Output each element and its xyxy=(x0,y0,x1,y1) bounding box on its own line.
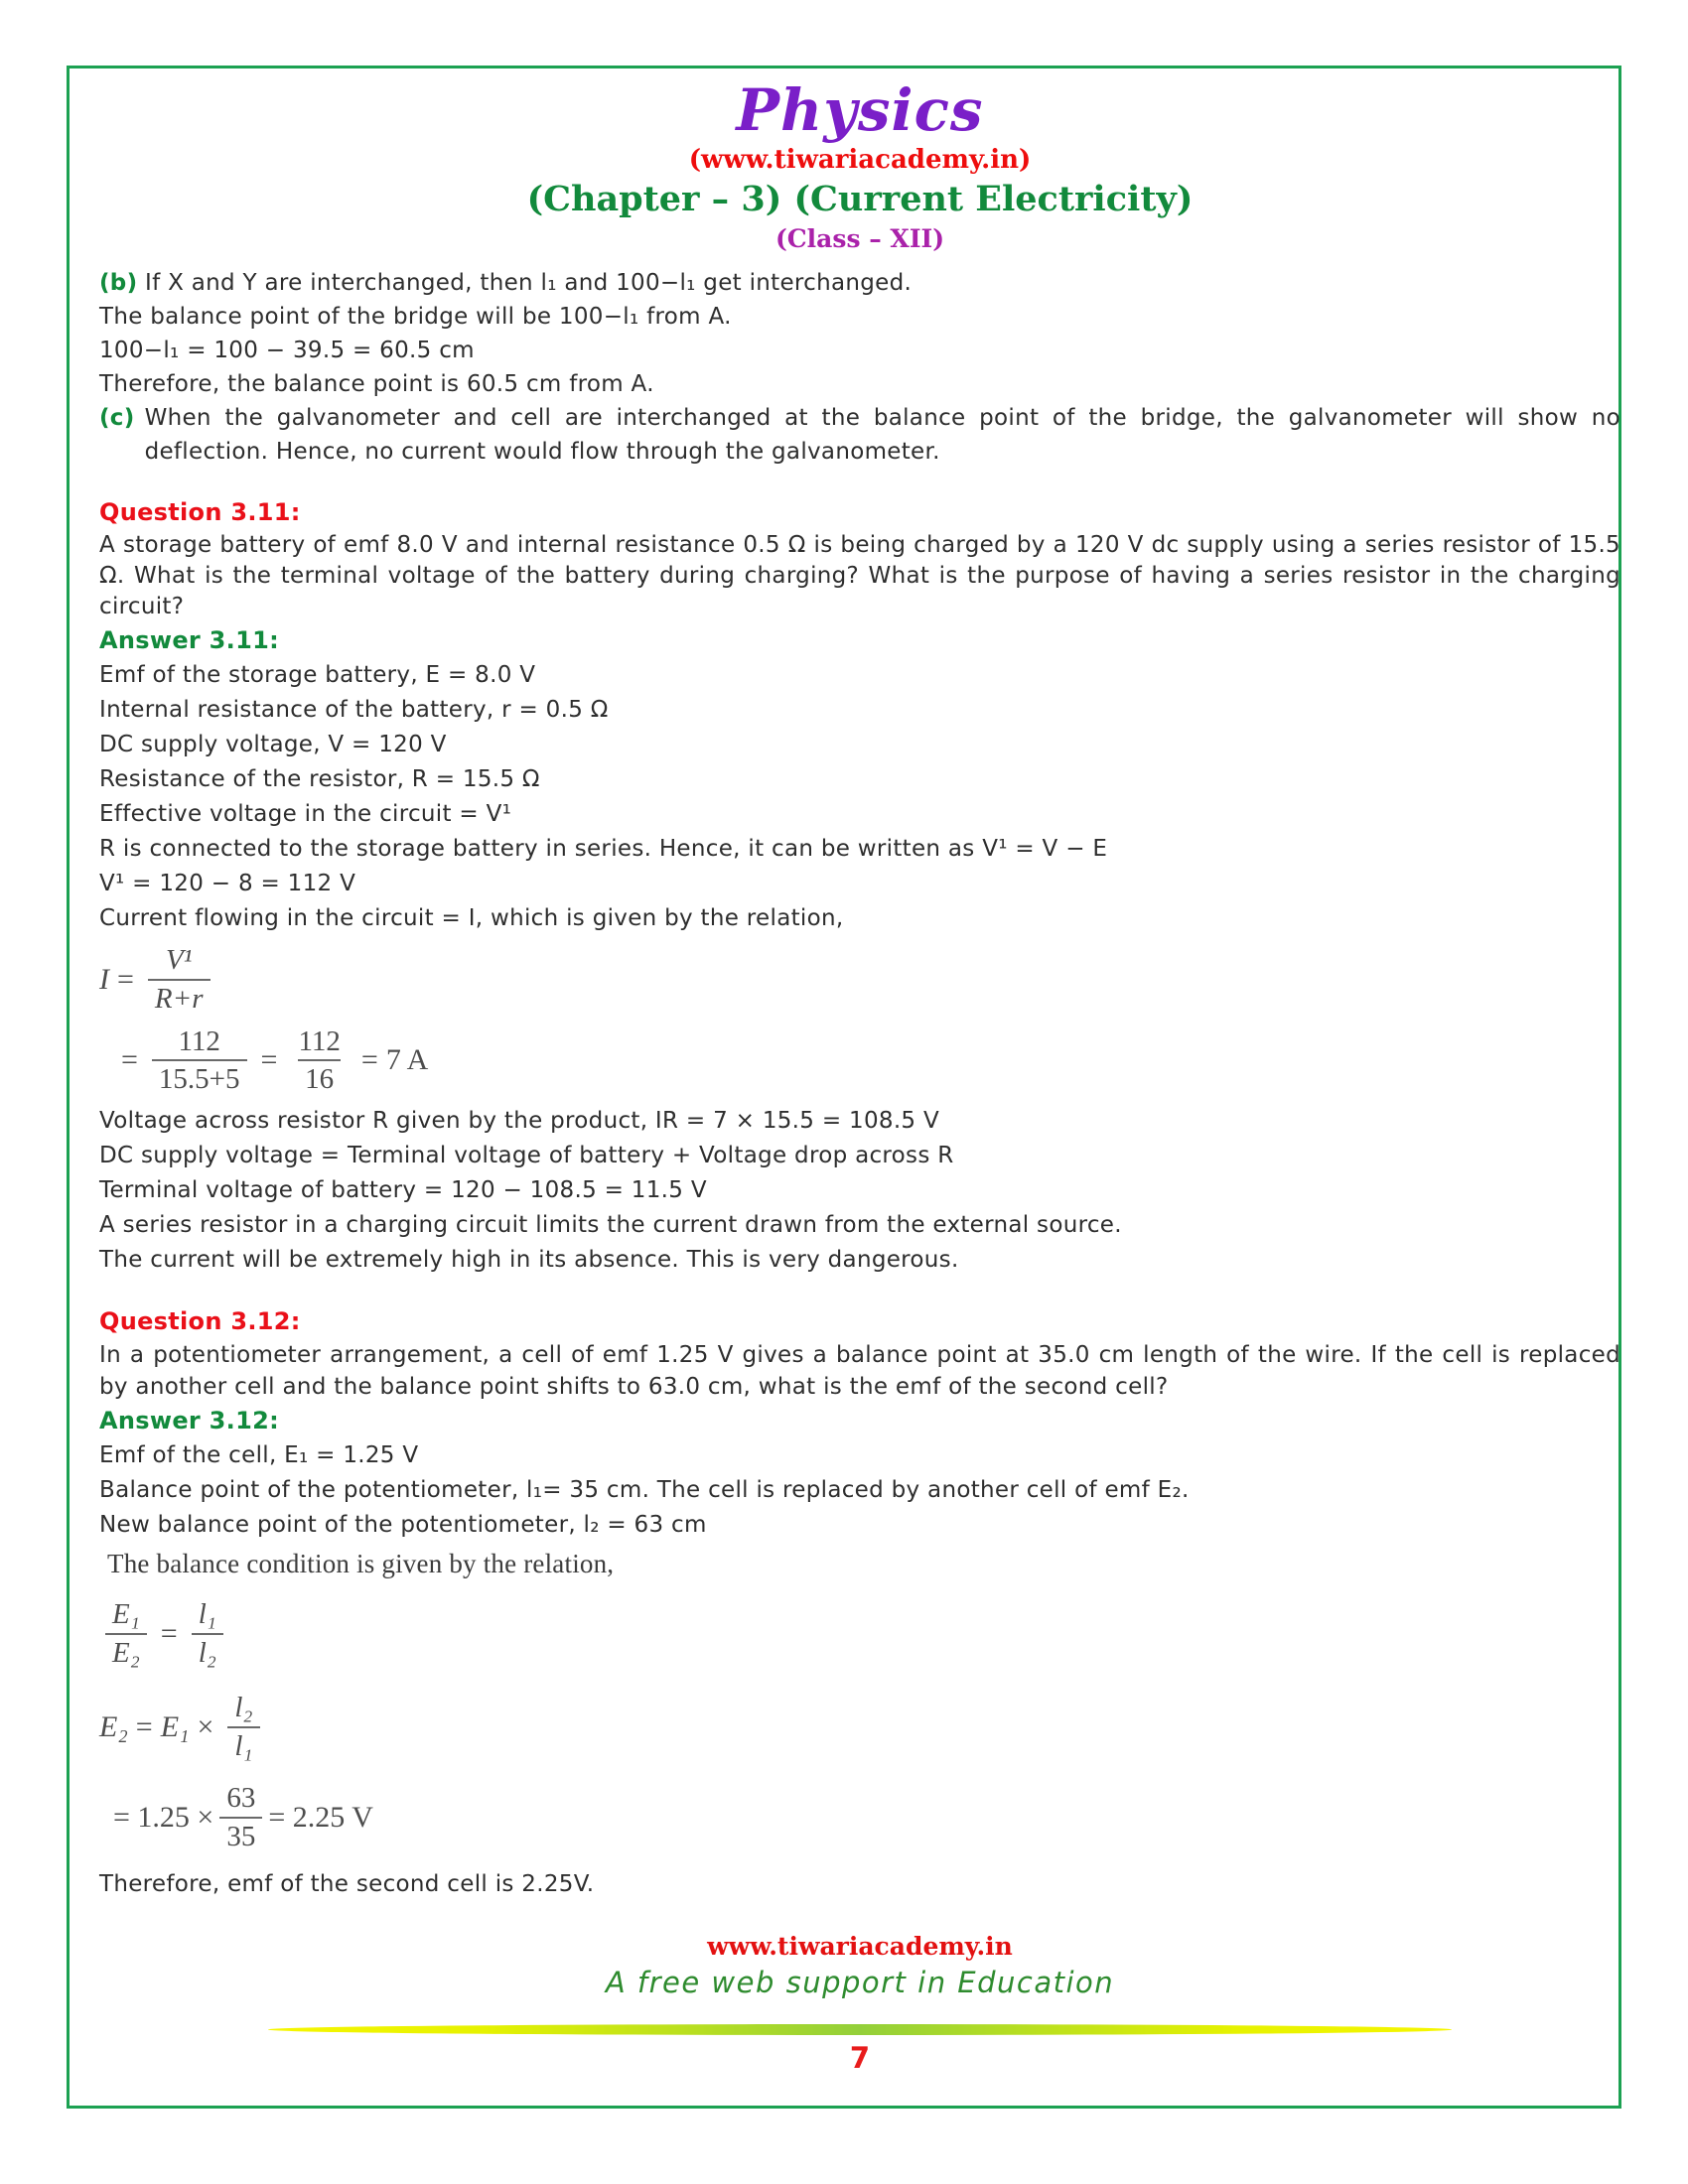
answer-3-12-label: Answer 3.12: xyxy=(99,1407,279,1435)
answer-3-11-post-line: Terminal voltage of battery = 120 − 108.5 = 11.5 V xyxy=(99,1177,707,1204)
fraction-e1-over-e2: $\frac{\text{E₁}}{\text{E₂}}$ xyxy=(105,1596,147,1672)
page-number: 7 xyxy=(849,2040,871,2075)
page-content xyxy=(99,77,1620,2075)
question-3-11-label: Question 3.11: xyxy=(99,498,301,526)
part-b-text-1: If X and Y are interchanged, then l₁ and 100−l₁ get interchanged. xyxy=(145,270,913,296)
answer-3-12-line: New balance point of the potentiometer, l₂ = 63 cm xyxy=(99,1512,707,1539)
chapter-heading: (Chapter – 3) (Current Electricity) xyxy=(526,179,1194,219)
equals-sign: = xyxy=(260,1043,278,1077)
math-var-I: I xyxy=(99,962,109,996)
equation-current-row-1 xyxy=(99,942,1620,1018)
equals-sign: = xyxy=(360,1043,378,1077)
header-site-url: (www.tiwariacademy.in) xyxy=(688,145,1032,175)
answer-3-12-conclusion: Therefore, emf of the second cell is 2.25V. xyxy=(99,1870,595,1897)
fraction-v-over-rr: $\frac{\text{V¹}}{R+r}$ xyxy=(148,942,211,1018)
question-3-12-text: In a potentiometer arrangement, a cell of emf 1.25 V gives a balance point at 35.0 cm length of the wire. If the cell is replaced by another cell and the balance point shifts to 63.0 cm, what is the emf of the second cell? xyxy=(99,1342,1620,1401)
question-3-11-section xyxy=(99,494,1620,1278)
answer-3-11-label: Answer 3.11: xyxy=(99,626,279,654)
answer-3-11-line: DC supply voltage, V = 120 V xyxy=(99,732,447,757)
part-c-section xyxy=(99,401,1620,469)
part-b-line-4: Therefore, the balance point is 60.5 cm from A. xyxy=(99,371,654,397)
answer-3-11-line: Internal resistance of the battery, r = 0.5 Ω xyxy=(99,697,609,723)
page-header xyxy=(99,77,1620,256)
answer-3-11-post-line: A series resistor in a charging circuit limits the current drawn from the external source. xyxy=(99,1212,1122,1239)
part-c-marker: (c) xyxy=(99,405,135,431)
equals-sign: = xyxy=(117,962,134,996)
answer-3-11-post-line: The current will be extremely high in its absence. This is very dangerous. xyxy=(99,1247,959,1274)
footer-site-url: www.tiwariacademy.in xyxy=(707,1931,1013,1961)
fraction-112-over-16: $\frac{112}{16}$ xyxy=(291,1024,347,1099)
math-result-emf: = 2.25 V xyxy=(268,1801,373,1835)
equals-sign: = xyxy=(135,1709,153,1743)
math-var-e1: E₁ xyxy=(160,1709,190,1743)
fraction-l1-over-l2: $\frac{\text{l₁}}{\text{l₂}}$ xyxy=(192,1596,223,1672)
fraction-l2-over-l1: $\frac{\text{l₂}}{\text{l₁}}$ xyxy=(227,1690,259,1765)
equation-current-row-2 xyxy=(99,1024,1620,1099)
balance-condition-line: The balance condition is given by the relation, xyxy=(107,1549,615,1579)
answer-3-11-line: R is connected to the storage battery in series. Hence, it can be written as V¹ = V − E xyxy=(99,836,1108,862)
part-b-line-3: 100−l₁ = 100 − 39.5 = 60.5 cm xyxy=(99,338,475,363)
spacer xyxy=(99,1278,1620,1303)
footer-divider xyxy=(268,2024,1452,2035)
equation-balance-row-1 xyxy=(99,1596,1620,1672)
part-b-line-2: The balance point of the bridge will be 100−l₁ from A. xyxy=(99,304,732,330)
equation-balance-row-3 xyxy=(99,1780,1620,1855)
fraction-112-over-sum: $\frac{112}{15.5+5}$ xyxy=(152,1024,247,1099)
equals-sign: = xyxy=(121,1043,138,1077)
equals-sign: = xyxy=(160,1616,178,1650)
answer-3-12-line: Emf of the cell, E₁ = 1.25 V xyxy=(99,1442,419,1469)
page-footer xyxy=(99,1931,1620,2075)
answer-3-11-line: Effective voltage in the circuit = V¹ xyxy=(99,801,512,827)
answer-3-11-line: V¹ = 120 − 8 = 112 V xyxy=(99,871,356,896)
footer-tagline: A free web support in Education xyxy=(605,1965,1115,1999)
answer-3-11-line: Current flowing in the circuit = I, which is given by the relation, xyxy=(99,905,844,931)
question-3-12-section xyxy=(99,1303,1620,1903)
math-prefix: = 1.25 × xyxy=(113,1801,214,1835)
answer-3-12-line: Balance point of the potentiometer, l₁= 35 cm. The cell is replaced by another cell of emf E₂. xyxy=(99,1477,1190,1504)
part-b-marker: (b) xyxy=(99,270,138,296)
times-sign: × xyxy=(197,1709,214,1743)
question-3-11-text: A storage battery of emf 8.0 V and internal resistance 0.5 Ω is being charged by a 120 V dc supply using a series resistor of 15.5 Ω. What is the terminal voltage of the battery during charging? What is the purpose of having a series resistor in the charging circuit? xyxy=(99,532,1620,619)
question-3-12-label: Question 3.12: xyxy=(99,1307,301,1336)
part-b-line-1 xyxy=(99,266,1620,300)
equation-balance-row-2 xyxy=(99,1690,1620,1765)
fraction-63-over-35: $\frac{63}{35}$ xyxy=(219,1780,262,1855)
doc-title: Physics xyxy=(736,76,984,144)
answer-3-11-line: Emf of the storage battery, E = 8.0 V xyxy=(99,662,536,688)
part-b-section xyxy=(99,266,1620,401)
equation-current xyxy=(99,942,1620,1098)
math-var-e2: E₂ xyxy=(99,1709,128,1743)
part-c-text: When the galvanometer and cell are interchanged at the balance point of the bridge, the galvanometer will show no deflection. Hence, no current would flow through the galvanometer. xyxy=(144,405,1620,465)
math-result-current: 7 A xyxy=(385,1043,429,1077)
answer-3-11-post-line: DC supply voltage = Terminal voltage of battery + Voltage drop across R xyxy=(99,1143,954,1169)
answer-3-11-post-line: Voltage across resistor R given by the product, IR = 7 × 15.5 = 108.5 V xyxy=(99,1108,940,1135)
spacer xyxy=(99,469,1620,494)
answer-3-11-line: Resistance of the resistor, R = 15.5 Ω xyxy=(99,766,540,792)
equation-balance xyxy=(99,1596,1620,1855)
class-heading: (Class – XII) xyxy=(774,224,945,253)
